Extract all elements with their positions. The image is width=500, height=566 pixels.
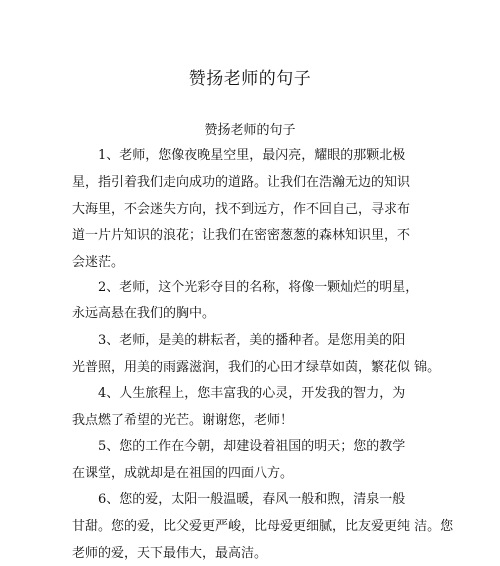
paragraph-4-line-1: 4、人生旅程上，您丰富我的心灵，开发我的智力，为	[98, 386, 406, 401]
paragraph-1-line-3: 大海里，不会迷失方向，找不到远方，作不回自己，寻求布	[72, 202, 411, 217]
document-title: 赞扬老师的句子	[188, 69, 312, 89]
paragraph-1-line-1: 1、老师，您像夜晚星空里，最闪亮，耀眼的那颗北极	[98, 148, 406, 163]
paragraph-6-line-2: 甘甜。您的爱，比父爱更严峻，比母爱更细腻，比友爱更纯 洁。您	[72, 519, 454, 534]
paragraph-3-line-2: 光普照，用美的雨露滋润，我们的心田才绿草如茵，繁花似 锦。	[72, 360, 441, 375]
document-subtitle: 赞扬老师的句子	[204, 123, 296, 138]
paragraph-1-line-4: 道一片片知识的浪花；让我们在密密葱葱的森林知识里，不	[72, 228, 411, 243]
paragraph-1-line-2: 星，指引着我们走向成功的道路。让我们在浩瀚无边的知识	[72, 175, 411, 190]
paragraph-3-line-1: 3、老师，是美的耕耘者，美的播种者。是您用美的阳	[98, 333, 406, 348]
paragraph-5-line-1: 5、您的工作在今朝，却建设着祖国的明天；您的教学	[98, 439, 406, 454]
paragraph-1-line-5: 会迷茫。	[72, 255, 125, 270]
paragraph-6-line-1: 6、您的爱，太阳一般温暖，春风一般和煦，清泉一般	[98, 492, 406, 507]
paragraph-5-line-2: 在课堂，成就却是在祖国的四面八方。	[72, 466, 294, 481]
paragraph-6-line-3: 老师的爱，天下最伟大，最高洁。	[72, 546, 268, 561]
paragraph-4-line-2: 我点燃了希望的光芒。谢谢您，老师！	[72, 413, 294, 428]
paragraph-2-line-1: 2、老师，这个光彩夺目的名称，将像一颗灿烂的明星，	[98, 280, 419, 295]
paragraph-2-line-2: 永远高悬在我们的胸中。	[72, 306, 216, 321]
